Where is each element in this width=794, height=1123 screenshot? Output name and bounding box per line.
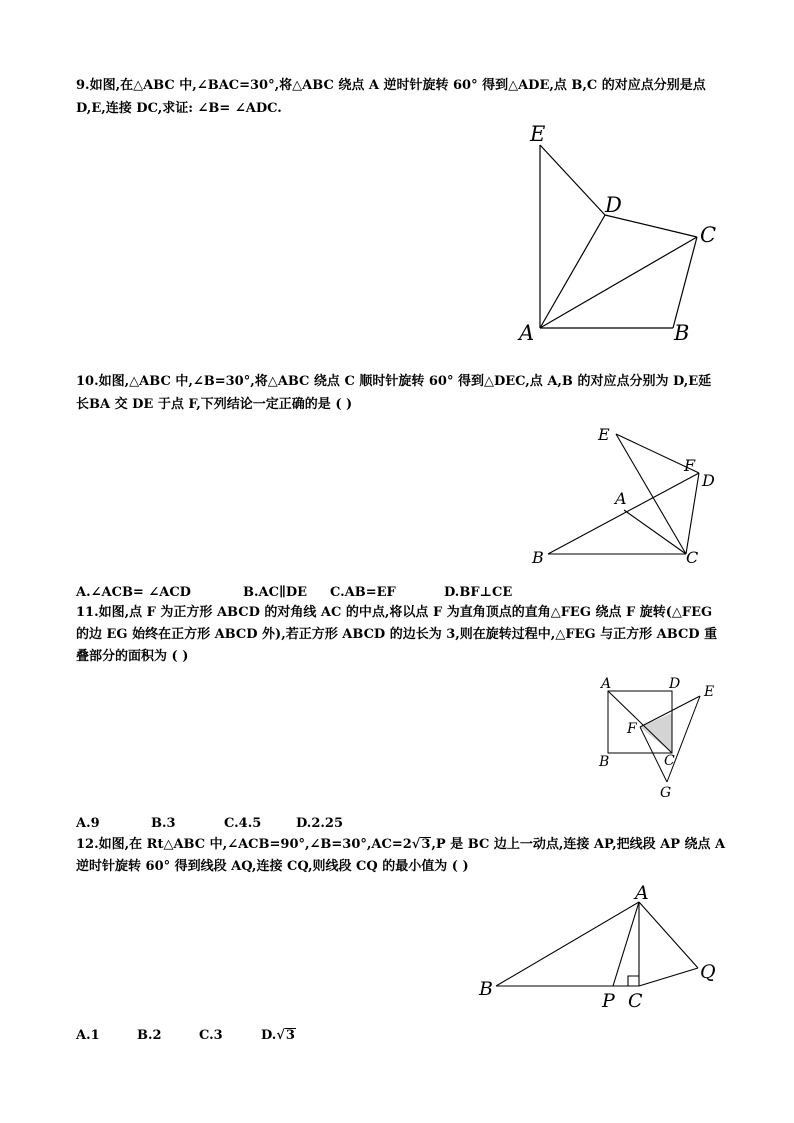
q12-line1-post: ,P 是 BC 边上一动点,连接 AP,把线段 AP 绕点 A	[431, 837, 726, 852]
q11-label-e: E	[704, 684, 715, 700]
q11-label-f: F	[627, 721, 637, 737]
q9-label-b: B	[674, 321, 690, 345]
q12-label-b: B	[479, 978, 493, 1000]
q12-figure	[476, 882, 726, 1012]
q12-option-b[interactable]: B.2	[137, 1028, 162, 1043]
q10-label-c: C	[686, 548, 699, 567]
q9-label-d: D	[605, 193, 622, 217]
q10-label-f: F	[684, 456, 696, 475]
sqrt-symbol: √	[276, 1028, 285, 1043]
q11-figure	[592, 670, 732, 805]
q11-label-c: C	[664, 753, 675, 769]
q10-label-e: E	[598, 425, 610, 444]
q9-line1: 9.如图,在△ABC 中,∠BAC=30°,将△ABC 绕点 A 逆时针旋转 60° 得到△ADE,点 B,C 的对应点分别是点	[76, 78, 706, 93]
q11-label-d: D	[669, 676, 681, 692]
q10-option-a[interactable]: A.∠ACB= ∠ACD	[76, 585, 191, 600]
q11-option-c[interactable]: C.4.5	[224, 816, 262, 831]
q10-line2: 长BA 交 DE 于点 F,下列结论一定正确的是 ( )	[76, 397, 353, 412]
q10-option-c[interactable]: C.AB=EF	[330, 585, 396, 600]
q12-option-c[interactable]: C.3	[199, 1028, 223, 1043]
q10-label-b: B	[532, 548, 544, 567]
q12-line1	[76, 837, 725, 853]
q11-line2: 的边 EG 始终在正方形 ABCD 外),若正方形 ABCD 的边长为 3,则在旋转过程中,△FEG 与正方形 ABCD 重	[76, 627, 718, 642]
q12-line1-pre: 12.如图,在 Rt△ABC 中,∠ACB=90°,∠B=30°,AC=2	[76, 837, 412, 852]
q11-line1: 11.如图,点 F 为正方形 ABCD 的对角线 AC 的中点,将以点 F 为直角顶点的直角△FEG 绕点 F 旋转(△FEG	[76, 605, 713, 620]
q11-label-a: A	[601, 676, 612, 692]
q12-line2: 逆时针旋转 60° 得到线段 AQ,连接 CQ,则线段 CQ 的最小值为 ( )	[76, 859, 469, 874]
q9-line2: D,E,连接 DC,求证: ∠B= ∠ADC.	[76, 101, 282, 116]
q12-label-c: C	[628, 990, 643, 1012]
q9-label-a: A	[519, 321, 535, 345]
q10-option-d[interactable]: D.BF⊥CE	[444, 585, 513, 600]
q11-option-b[interactable]: B.3	[151, 816, 176, 831]
q12-label-a: A	[635, 882, 649, 904]
q12-label-q: Q	[700, 961, 716, 983]
q12-label-p: P	[602, 990, 615, 1012]
q12-option-a[interactable]: A.1	[76, 1028, 100, 1043]
q10-label-d: D	[702, 471, 715, 490]
q11-label-g: G	[660, 785, 672, 801]
q12-option-d-radicand: 3	[285, 1028, 295, 1043]
q9-figure	[510, 118, 730, 348]
sqrt-symbol: √	[411, 837, 421, 852]
q11-line3: 叠部分的面积为 ( )	[76, 649, 189, 664]
q12-option-d[interactable]	[261, 1028, 296, 1044]
q9-label-c: C	[700, 223, 717, 247]
q11-option-d[interactable]: D.2.25	[296, 816, 343, 831]
q10-figure	[526, 420, 726, 570]
q12-option-d-label: D.	[261, 1028, 277, 1043]
q10-line1: 10.如图,△ABC 中,∠B=30°,将△ABC 绕点 C 顺时针旋转 60° 得到△DEC,点 A,B 的对应点分别为 D,E延	[76, 374, 712, 389]
q11-label-b: B	[599, 754, 610, 770]
q10-option-b[interactable]: B.AC∥DE	[243, 585, 308, 600]
q11-option-a[interactable]: A.9	[76, 816, 100, 831]
q12-radicand: 3	[421, 837, 431, 852]
q9-label-e: E	[530, 122, 546, 146]
q10-label-a: A	[615, 489, 627, 508]
